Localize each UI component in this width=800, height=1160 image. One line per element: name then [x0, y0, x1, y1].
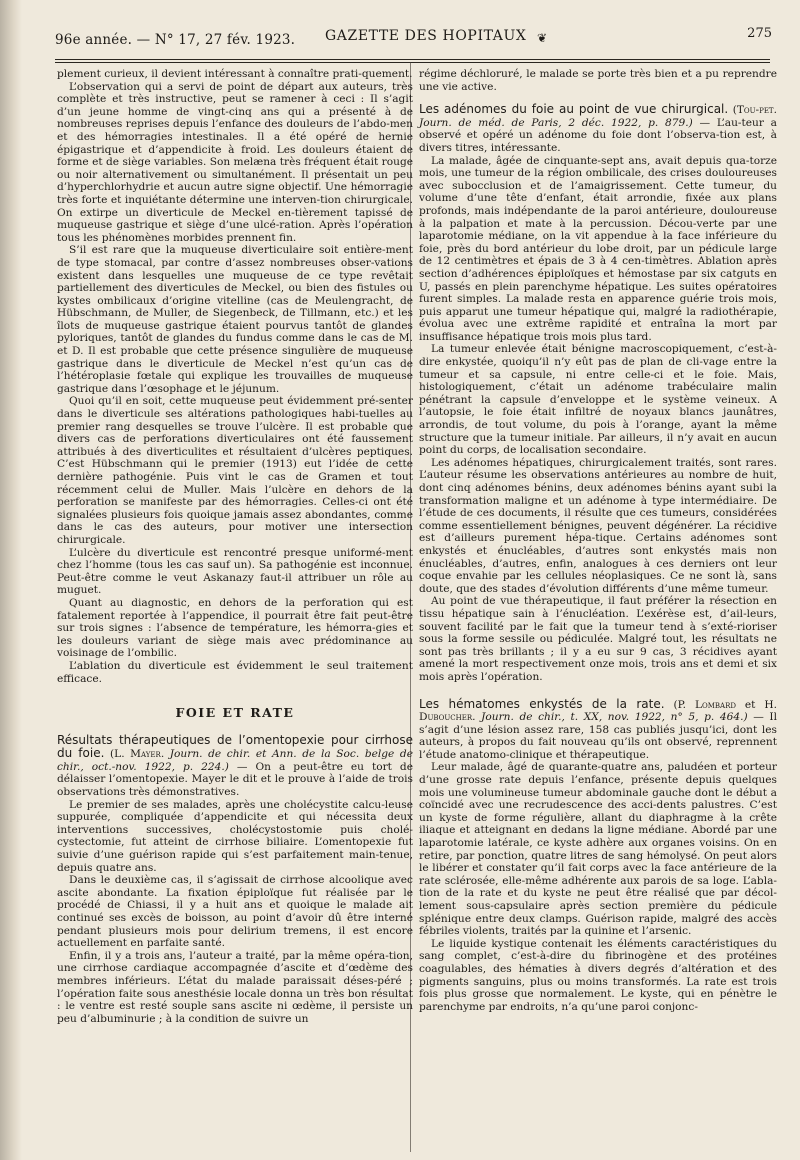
article-lead-text: — L’au-teur a observé et opéré un adénome du foie dont l’observa-tion est, à divers titres, intéressante. — [419, 116, 777, 154]
paragraph: L’ablation du diverticule est évidemment le seul traitement efficace. — [57, 659, 413, 685]
paragraph: régime déchloruré, le malade se porte très bien et a pu reprendre une vie active. — [419, 68, 777, 93]
paragraph: S’il est rare que la muqueuse diverticulaire soit entière-ment de type stomacal, par contre d’assez nombreuses obser-vations existent dans lesquelles une muqueuse de ce type revêtait partiellement des diverticules de Meckel, ou bien des fistules ou kystes ombilicaux d’origine vitelline (cas de Meulengracht, de Hübschmann, de Muller, de Siegenbeck, de Tillmann, etc.) et les îlots de muqueuse gastrique étaient pourvus tantôt de glandes pyloriques, tantôt de glandes du fundus comme dans le cas de M. et D. Il est probable que cette présence singulière de muqueuse gastrique dans le diverticule de Meckel n’est qu’un cas de l’hétéroplasie fœtale qui explique les trouvailles de muqueuse gastrique dans l’œsophage et le jéjunum. — [57, 244, 413, 395]
ref-open: ( — [104, 748, 115, 761]
article-lead — [57, 734, 413, 799]
right-column — [419, 68, 777, 1013]
article-reference: . Journ. de chir. et Ann. de la Soc. belge de chir., oct.-nov. 1922, p. 224.) — [57, 748, 413, 773]
paragraph: Leur malade, âgé de quarante-quatre ans, paludéen et porteur d’une grosse rate depuis l’enfance, présente depuis quelques mois une volumineuse tumeur abdominale gauche dont le début a coïncidé avec une recrudescence des acci-dents palustres. C’est un kyste de forme régulière, allant du diaphragme à la crête iliaque et atteignant en dedans la ligne médiane. Abordé par une laparotomie latérale, ce kyste adhère aux organes voisins. On en retire, par ponction, quatre litres de sang hémolysé. On peut alors le libérer et constater qu’il fait corps avec la face antérieure de la rate sclérosée, elle-même adhérente aux parois de sa loge. L’abla-tion de la rate et du kyste ne peut être réalisé que par décol-lement sous-capsulaire après section première du pédicule splénique entre deux clamps. Guérison rapide, malgré des accès fébriles violents, traités par la quinine et l’arsenic. — [419, 761, 777, 938]
fleuron-icon: ❦ — [537, 31, 548, 45]
article-title: Résultats thérapeutiques de l’omentopexie pour cirrhose du foie. — [57, 732, 413, 761]
author-name: Duboucher — [419, 711, 473, 724]
journal-title: GAZETTE DES HOPITAUX — [325, 28, 527, 44]
paragraph: La tumeur enlevée était bénigne macroscopiquement, c’est-à-dire enkystée, quoiqu’il n’y eût pas de plan de cli-vage entre la tumeur et sa capsule, ni entre celle-ci et le foie. Mais, histologiquement, c’était un adénome trabéculaire malin pénétrant la capsule d’enveloppe et le système veineux. A l’autopsie, le foie était infiltré de noyaux blancs jaunâtres, arrondis, de tout volume, du pois à l’orange, ayant la même structure que la tumeur initiale. Par ailleurs, il n’y avait en aucun point du corps, de localisation secondaire. — [419, 343, 777, 457]
paragraph: L’observation qui a servi de point de départ aux auteurs, très complète et très instructive, peut se ramener à ceci : Il s’agit d’un jeune homme de vingt-cinq ans qui a présenté à de nombreuses reprises depuis l’enfance des douleurs de l’abdo-men et des hémorragies intestinales. Il a été opéré de hernie épigastrique et d’appendicite à froid. Les douleurs étaient de forme et de siège variables. Son melæna très fréquent était rouge ou noir alternativement ou simultanément. Il présentait un peu d’hyperchlorhydrie et aucun autre signe objectif. Une hémorragie très forte et inquiétante détermine une interven-tion chirurgicale. On extirpe un diverticule de Meckel en-tièrement tapissé de muqueuse gastrique et siège d’une ulcé-ration. Après l’opération tous les phénomènes morbides prennent fin. — [57, 80, 413, 244]
ref-open: ( — [728, 104, 737, 117]
left-column — [57, 68, 413, 1025]
ref-open: (P. — [664, 698, 695, 711]
page-number: 275 — [747, 26, 772, 41]
paragraph: Dans le deuxième cas, il s’agissait de cirrhose alcoolique avec ascite abondante. La fixation épiploïque fut réalisée par le procédé de Chiassi, il y a huit ans et quoique le malade ait continué ses excès de boisson, au point d’avoir dû être interné pendant plusieurs mois pour delirium tremens, il est encore actuellement en parfaite santé. — [57, 874, 413, 950]
ref-mid: et H. — [735, 698, 777, 711]
article-title: Les adénomes du foie au point de vue chirurgical. — [419, 102, 729, 117]
article-lead — [419, 103, 777, 154]
paragraph: Enfin, il y a trois ans, l’auteur a traité, par la même opéra-tion, une cirrhose cardiaque accompagnée d’ascite et d’œdème des membres inférieurs. L’état du malade paraissait déses-péré ; l’opération faite sous anesthésie locale donna un très bon résultat : le ventre est resté souple sans ascite ni œdème, il persiste un peu d’albuminurie ; à la condition de suivre un — [57, 949, 413, 1025]
author-name: Tou-pet — [736, 104, 774, 117]
paragraph: Au point de vue thérapeutique, il faut préférer la résection en tissu hépatique sain à l’énucléation. L’exérèse est, d’ail-leurs, souvent facilité par le fait que la tumeur tend à s’exté-rioriser sous la forme sessile ou pédiculée. Malgré tout, les résultats ne sont pas très brillants ; il y a eu sur 9 cas, 3 récidives ayant amené la mort respectivement onze mois, trois ans et demi et six mois après l’opération. — [419, 595, 777, 683]
author-name: L. Mayer — [114, 748, 161, 761]
paragraph: plement curieux, il devient intéressant à connaître prati-quement. — [57, 68, 413, 80]
header-rule-top — [55, 59, 770, 60]
paragraph: La malade, âgée de cinquante-sept ans, avait depuis qua-torze mois, une tumeur de la région ombilicale, des crises douloureuses avec subocclusion et de l’amaigrissement. Cette tumeur, du volume d’une tête d’enfant, était arrondie, fixée aux plans profonds, mais indépendante de la paroi antérieure, douloureuse à la palpation et mate à la percussion. Décou-verte par une laparotomie médiane, on la vit appendue à la face inférieure du foie, près du bord antérieur du lobe droit, par un pédicule large de 12 centimètres et épais de 3 à 4 cen-timètres. Ablation après section d’adhérences épiploïques et hémostase par six catguts en U, passés en plein parenchyme hépatique. Les suites opératoires furent simples. La malade resta en apparence guérie trois mois, puis apparut une tumeur hépatique qui, malgré la radiothérapie, évolua avec une extrême rapidité et entraîna la mort par insuffisance hépatique trois mois plus tard. — [419, 154, 777, 343]
running-header — [55, 22, 772, 56]
paragraph: Quant au diagnostic, en dehors de la perforation qui est fatalement reportée à l’appendice, il pourrait être fait peut-être sur trois signes : l’absence de température, les hémorra-gies et les douleurs variant de siège mais avec prédominance au voisinage de l’ombilic. — [57, 596, 413, 660]
header-rule-bottom — [55, 62, 770, 63]
article-reference: . Journ. de méd. de Paris, 2 déc. 1922, p. 879.) — [419, 104, 777, 129]
article-lead-text: — On a peut-être eu tort de délaisser l’omentopexie. Mayer le dit et le prouve à l’aide de trois observations très démonstratives. — [57, 760, 413, 799]
article-reference: . Journ. de chir., t. XX, nov. 1922, n° 5, p. 464.) — [472, 711, 748, 724]
paragraph: Le premier de ses malades, après une cholécystite calcu-leuse suppurée, compliquée d’appendicite et qui nécessita deux interventions successives, cholécystostomie puis cholé-cystectomie, fut atteint de cirrhose biliaire. L’omentopexie fut suivie d’une guérison rapide qui s’est parfaitement main-tenue, depuis quatre ans. — [57, 798, 413, 874]
section-heading: FOIE ET RATE — [175, 705, 295, 721]
paragraph: L’ulcère du diverticule est rencontré presque uniformé-ment chez l’homme (tous les cas sauf un). Sa pathogénie est inconnue. Peut-être comme le veut Askanazy faut-il attribuer un rôle au muguet. — [57, 546, 413, 597]
article-lead-text: — Il s’agit d’une lésion assez rare, 158 cas publiés jusqu’ici, dont les auteurs, à propos du fait nouveau qu’ils ont observé, reprennent l’étude anatomo-clinique et thérapeutique. — [419, 711, 777, 761]
author-name: Lombard — [694, 698, 736, 711]
issue-line: 96e année. — N° 17, 27 fév. 1923. — [55, 32, 296, 48]
binding-spine-shadow — [0, 0, 22, 1160]
article-title: Les hématomes enkystés de la rate. — [419, 696, 665, 711]
article-lead — [419, 698, 777, 762]
paragraph: Quoi qu’il en soit, cette muqueuse peut évidemment pré-senter dans le diverticule ses altérations pathologiques habi-tuelles au premier rang desquelles se trouve l’ulcère. Il est probable que divers cas de perforations diverticulaires ont été faussement attribués à des diverticulites et résultaient d’ulcères peptiques. C’est Hübschmann qui le premier (1913) eut l’idée de cette dernière pathogénie. Puis vint le cas de Gramen et tout récemment celui de Muller. Mais l’ulcère en dehors de la perforation se manifeste par des hémorragies. Celles-ci ont été signalées plusieurs fois quoique jamais assez abondantes, comme dans le cas des auteurs, pour motiver une intersection chirurgicale. — [57, 395, 413, 546]
paragraph: Le liquide kystique contenait les éléments caractéristiques du sang complet, c’est-à-dire du fibrinogène et des protéines coagulables, des hématies à divers degrés d’altération et des pigments sanguins, plus ou moins transformés. La rate est trois fois plus grosse que normalement. Le kyste, qui en pénètre le parenchyme par endroits, n’a qu’une paroi conjonc- — [419, 937, 777, 1013]
paragraph: Les adénomes hépatiques, chirurgicalement traités, sont rares. L’auteur résume les observations antérieures au nombre de huit, dont cinq adénomes bénins, deux adénomes bénins ayant subi la transformation maligne et un adénome à type intermédiaire. De l’étude de ces documents, il résulte que ces tumeurs, considérées comme essentiellement bénignes, peuvent dégénérer. La récidive est d’ailleurs purement hépa-tique. Certains adénomes sont enkystés et énucléables, d’autres sont enkystés mais non énucléables, d’autres, enfin, analogues à ces derniers ont leur coque envahie par les cellules néoplasiques. Ce ne sont là, sans doute, que des stades d’évolution différents d’une même tumeur. — [419, 456, 777, 595]
